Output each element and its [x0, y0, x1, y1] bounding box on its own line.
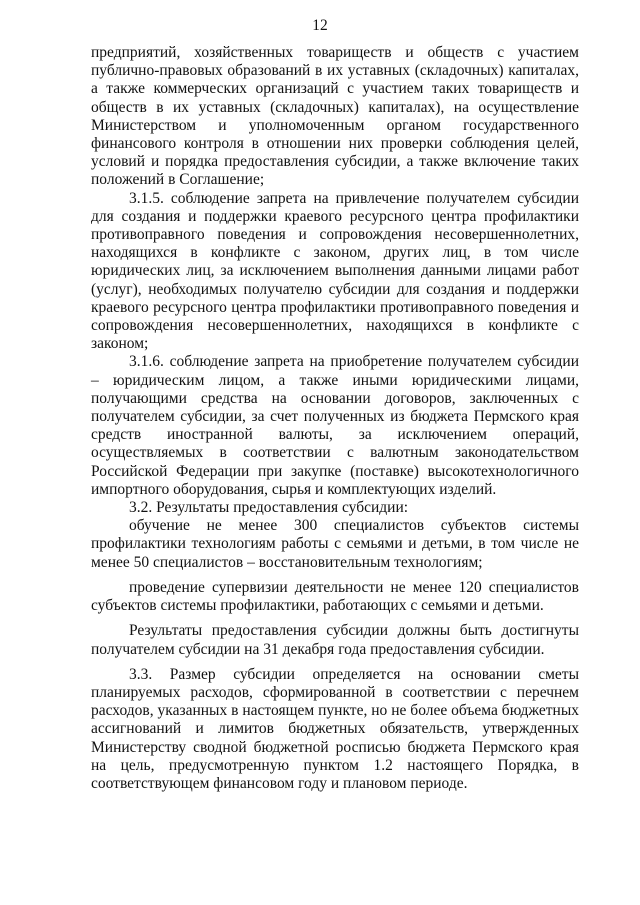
paragraph-continuation: предприятий, хозяйственных товариществ и обществ с участием публично-правовых образований в их уставных (складочных) капиталах, а также коммерческих организаций с участием таких товариществ и обществ в их уставных (складочных) капиталах), на осуществление Министерством и уполномоченным органом государственного финансового контроля в отношении них проверки соблюдения целей, условий и порядка предоставления субсидии, а также включение таких положений в Соглашение;	[91, 44, 579, 189]
paragraph-3-1-6: 3.1.6. соблюдение запрета на приобретение получателем субсидии – юридическим лицом, а также иными юридическими лицами, получающими средства на основании договоров, заключенных с получателем субсидии, за счет полученных из бюджета Пермского края средств иностранной валюты, за исключением операций, осуществляемых в соответствии с валютным законодательством Российской Федерации при закупке (поставке) высокотехнологичного импортного оборудования, сырья и комплектующих изделий.	[91, 353, 579, 498]
paragraph-3-3: 3.3. Размер субсидии определяется на основании сметы планируемых расходов, сформированной в соответствии с перечнем расходов, указанных в настоящем пункте, но не более объема бюджетных ассигнований и лимитов бюджетных обязательств, утвержденных Министерству сводной бюджетной росписью бюджета Пермского края на цель, предусмотренную пунктом 1.2 настоящего Порядка, в соответствующем финансовом году и плановом периоде.	[91, 665, 579, 792]
paragraph-3-2-heading: 3.2. Результаты предоставления субсидии:	[129, 499, 409, 517]
paragraph-results-deadline: Результаты предоставления субсидии должны быть достигнуты получателем субсидии на 31 декабря года предоставления субсидии.	[91, 622, 579, 658]
paragraph-result-training: обучение не менее 300 специалистов субъектов системы профилактики технологиям работы с семьями и детьми, в том числе не менее 50 специалистов – восстановительным технологиям;	[91, 517, 579, 571]
document-body	[91, 44, 579, 793]
paragraph-3-1-5: 3.1.5. соблюдение запрета на привлечение получателем субсидии для создания и поддержки краевого ресурсного центра профилактики противоправного поведения и сопровождения несовершеннолетних, находящихся в конфликте с законом, других лиц, в том числе юридических лиц, за исключением выполнения данными лицами работ (услуг), необходимых получателю субсидии для создания и поддержки краевого ресурсного центра профилактики противоправного поведения и сопровождения несовершеннолетних, находящихся в конфликте с законом;	[91, 189, 579, 353]
paragraph-result-supervision: проведение супервизии деятельности не менее 120 специалистов субъектов системы профилактики, работающих с семьями и детьми.	[91, 578, 579, 615]
page-number: 12	[312, 17, 328, 34]
